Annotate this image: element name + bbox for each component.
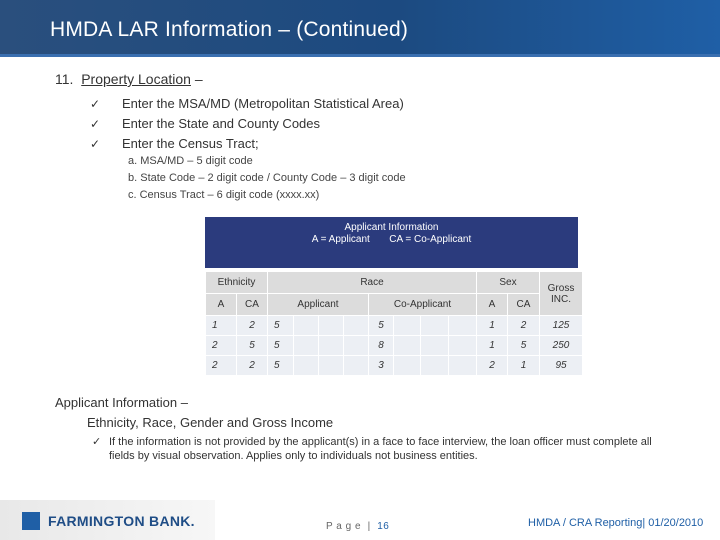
cell-race-coapplicant-extra [449,316,477,336]
checkmark-icon: ✓ [90,117,101,131]
lar-table [205,271,583,376]
cell-race-applicant: 5 [268,356,294,376]
cell-race-coapplicant: 5 [369,316,394,336]
cell-ethnicity-ca: 5 [237,336,268,356]
section-heading-text: Property Location [81,71,191,87]
cell-race-applicant-extra [294,356,319,376]
cell-sex-a: 2 [477,356,508,376]
subheader-sex-ca: CA [508,294,540,316]
cell-race-coapplicant-extra [394,336,421,356]
applicant-info-subtitle: Ethnicity, Race, Gender and Gross Income [87,415,334,430]
applicant-info-header [205,217,578,268]
subheader-sex-a: A [477,294,508,316]
cell-race-coapplicant-extra [394,316,421,336]
checkmark-icon: ✓ [90,97,101,111]
header-ethnicity: Ethnicity [206,272,268,294]
applicant-info-header-title: Applicant Information [344,222,439,233]
bank-logo: FARMINGTON BANK. [48,513,195,529]
header-sex: Sex [477,272,540,294]
section-heading-dash: – [190,71,203,87]
cell-race-applicant-extra [344,356,369,376]
cell-race-applicant: 5 [268,316,294,336]
section-heading [55,71,203,87]
cell-race-coapplicant: 3 [369,356,394,376]
cell-race-coapplicant-extra [421,356,449,376]
checklist [90,94,404,154]
logo-bar [0,500,215,540]
slide-title: HMDA LAR Information – (Continued) [50,18,409,41]
report-footer: HMDA / CRA Reporting| 01/20/2010 [528,517,704,529]
title-bar [0,0,720,57]
applicant-info-header-legend: A = Applicant CA = Co-Applicant [311,234,472,245]
cell-race-applicant-extra [294,336,319,356]
cell-race-coapplicant-extra [421,316,449,336]
applicant-info-title: Applicant Information – [55,395,188,410]
cell-race-coapplicant-extra [449,356,477,376]
footer [0,500,720,540]
table-row [206,356,583,376]
cell-ethnicity-ca: 2 [237,356,268,376]
cell-race-applicant-extra [294,316,319,336]
cell-race-applicant-extra [344,336,369,356]
applicant-info-note-text: If the information is not provided by the applicant(s) in a face to face interview, the loan officer must complete all fields by visual observation. Applies only to individuals not business entities. [109,436,652,462]
checkmark-icon: ✓ [90,137,101,151]
cell-gross-income: 250 [540,336,583,356]
cell-race-coapplicant-extra [421,336,449,356]
cell-race-applicant-extra [319,336,344,356]
applicant-info-note [92,435,662,463]
cell-race-applicant-extra [319,316,344,336]
cell-race-applicant-extra [319,356,344,376]
checklist-item: ✓ Enter the Census Tract; [90,134,404,154]
cell-ethnicity-ca: 2 [237,316,268,336]
checklist-item: ✓ Enter the MSA/MD (Metropolitan Statistical Area) [90,94,404,114]
header-gross-income: Gross INC. [540,272,583,316]
sublist [128,153,406,204]
title-rule [0,54,720,57]
cell-sex-ca: 5 [508,336,540,356]
subheader-race-coapplicant: Co-Applicant [369,294,477,316]
cell-gross-income: 125 [540,316,583,336]
table-row [206,336,583,356]
cell-ethnicity-a: 2 [206,336,237,356]
header-race: Race [268,272,477,294]
cell-ethnicity-a: 2 [206,356,237,376]
section-number: 11. [55,71,74,87]
page-label: P a g e | [326,521,378,532]
cell-ethnicity-a: 1 [206,316,237,336]
checkmark-icon: ✓ [92,436,102,448]
sublist-item: b. State Code – 2 digit code / County Code – 3 digit code [128,172,406,184]
cell-sex-a: 1 [477,336,508,356]
sublist-item: c. Census Tract – 6 digit code (xxxx.xx) [128,189,320,201]
cell-sex-ca: 1 [508,356,540,376]
cell-sex-a: 1 [477,316,508,336]
checklist-item: ✓ Enter the State and County Codes [90,114,404,134]
subheader-race-applicant: Applicant [268,294,369,316]
cell-sex-ca: 2 [508,316,540,336]
table-row [206,316,583,336]
subheader-ethnicity-ca: CA [237,294,268,316]
sublist-item: a. MSA/MD – 5 digit code [128,155,253,167]
page-indicator [326,521,389,532]
bank-logo-icon [22,512,40,530]
cell-race-coapplicant-extra [449,336,477,356]
cell-race-applicant: 5 [268,336,294,356]
page-number: 16 [377,521,390,532]
subheader-ethnicity-a: A [206,294,237,316]
cell-gross-income: 95 [540,356,583,376]
cell-race-applicant-extra [344,316,369,336]
cell-race-coapplicant: 8 [369,336,394,356]
cell-race-coapplicant-extra [394,356,421,376]
